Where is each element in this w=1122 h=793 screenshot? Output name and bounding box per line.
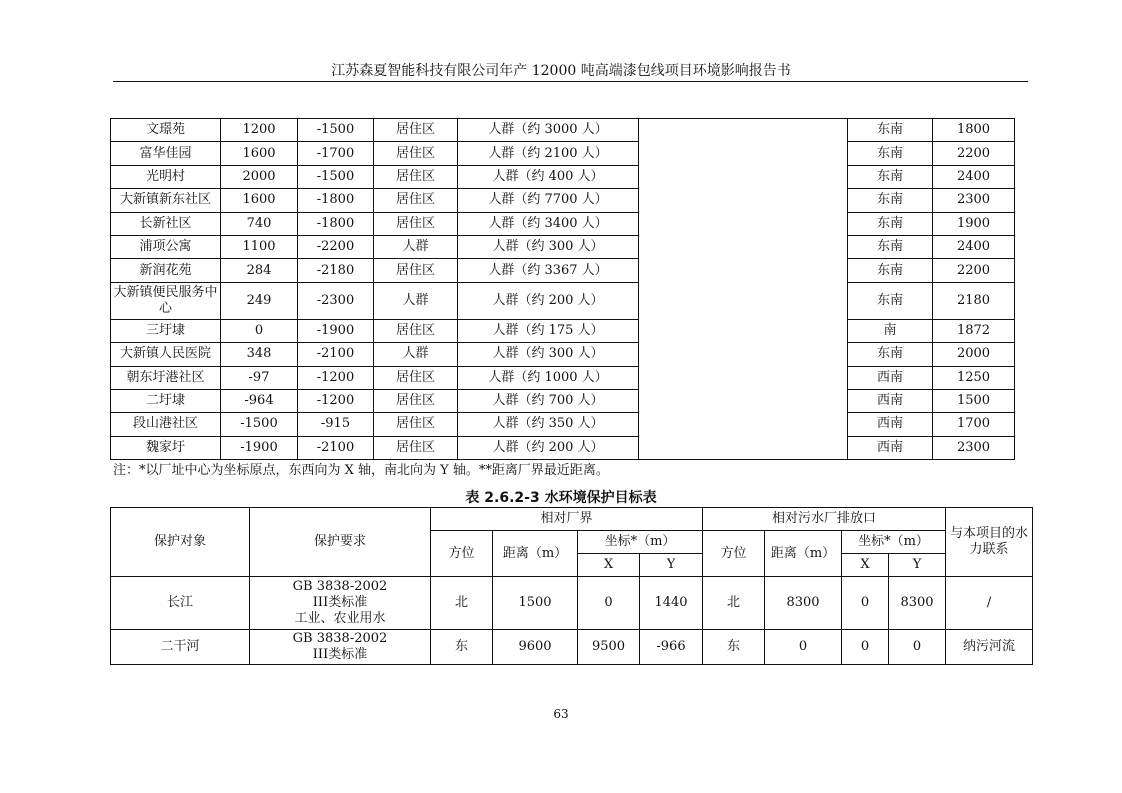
table-row [111,319,1015,342]
cell-name: 段山港社区 [111,413,221,436]
requirement-standard: GB 3838-2002 [292,579,388,594]
cell-population: 人群（约 2100 人） [458,142,639,165]
cell-x: 1200 [221,119,298,142]
cell-type: 居住区 [374,119,458,142]
cell-distance: 9600 [493,630,578,665]
cell-type: 居住区 [374,189,458,212]
cell-x: 0 [842,630,889,665]
cell-x: 1600 [221,189,298,212]
cell-population: 人群（约 7700 人） [458,189,639,212]
cell-x: 1100 [221,235,298,258]
header-coordinate: 坐标*（m） [842,531,946,554]
cell-y: 1440 [640,577,703,630]
cell-x: 0 [842,577,889,630]
water-protection-table [110,507,1033,665]
table-row [111,413,1015,436]
cell-y: -1500 [298,119,374,142]
cell-population: 人群（约 200 人） [458,436,639,459]
cell-distance: 1500 [493,577,578,630]
cell-y: 8300 [889,577,946,630]
header-coordinate: 坐标*（m） [578,531,703,554]
cell-object: 二干河 [111,630,250,665]
cell-x: 2000 [221,165,298,188]
cell-y: -2180 [298,259,374,282]
header-y: Y [640,554,703,577]
cell-name: 新润花苑 [111,259,221,282]
cell-type: 居住区 [374,212,458,235]
cell-name: 朝东圩港社区 [111,366,221,389]
cell-x: 9500 [578,630,640,665]
table-row [111,630,1033,665]
merged-empty-cell [639,119,848,460]
cell-name: 魏家圩 [111,436,221,459]
cell-distance: 8300 [765,577,842,630]
cell-direction: 东南 [848,282,933,319]
document-header-title: 江苏森夏智能科技有限公司年产 12000 吨高端漆包线项目环境影响报告书 [331,63,791,79]
cell-distance: 1700 [933,413,1015,436]
table-row [111,343,1015,366]
cell-type: 居住区 [374,319,458,342]
cell-y: -2300 [298,282,374,319]
cell-direction: 西南 [848,366,933,389]
header-object: 保护对象 [111,508,250,577]
header-relative-boundary: 相对厂界 [431,508,703,531]
cell-direction: 北 [703,577,765,630]
cell-population: 人群（约 200 人） [458,282,639,319]
header-y: Y [889,554,946,577]
cell-direction: 南 [848,319,933,342]
header-relative-outlet: 相对污水厂排放口 [703,508,946,531]
table-row [111,282,1015,319]
cell-population: 人群（约 3400 人） [458,212,639,235]
cell-distance: 1500 [933,389,1015,412]
cell-y: -966 [640,630,703,665]
sensitive-targets-table [110,118,1015,460]
cell-distance: 2180 [933,282,1015,319]
table-row [111,165,1015,188]
cell-type: 居住区 [374,259,458,282]
cell-x: 0 [221,319,298,342]
table-row [111,259,1015,282]
header-direction: 方位 [431,531,493,577]
cell-distance: 1800 [933,119,1015,142]
cell-population: 人群（约 400 人） [458,165,639,188]
cell-x: -964 [221,389,298,412]
cell-direction: 北 [431,577,493,630]
cell-distance: 2400 [933,165,1015,188]
cell-distance: 1900 [933,212,1015,235]
cell-type: 人群 [374,235,458,258]
cell-population: 人群（约 1000 人） [458,366,639,389]
cell-x: 348 [221,343,298,366]
header-divider [113,81,1028,82]
cell-direction: 东南 [848,165,933,188]
cell-type: 居住区 [374,142,458,165]
cell-population: 人群（约 175 人） [458,319,639,342]
cell-direction: 东 [703,630,765,665]
cell-population: 人群（约 700 人） [458,389,639,412]
header-hydraulic-relation: 与本项目的水力联系 [946,508,1033,577]
cell-type: 人群 [374,343,458,366]
cell-name: 光明村 [111,165,221,188]
cell-type: 居住区 [374,366,458,389]
header-distance: 距离（m） [493,531,578,577]
cell-distance: 2200 [933,142,1015,165]
table-row [111,212,1015,235]
table-row [111,436,1015,459]
cell-distance: 2200 [933,259,1015,282]
header-direction: 方位 [703,531,765,577]
cell-y: -1200 [298,389,374,412]
cell-name: 浦项公寓 [111,235,221,258]
cell-relation: / [946,577,1033,630]
cell-direction: 西南 [848,436,933,459]
cell-direction: 东 [431,630,493,665]
cell-population: 人群（约 3000 人） [458,119,639,142]
cell-direction: 东南 [848,343,933,366]
cell-direction: 东南 [848,259,933,282]
cell-population: 人群（约 300 人） [458,343,639,366]
requirement-class: III类标准 [312,595,368,610]
cell-y: -1200 [298,366,374,389]
cell-direction: 东南 [848,235,933,258]
cell-name: 文璟苑 [111,119,221,142]
cell-direction: 西南 [848,389,933,412]
cell-name: 富华佳园 [111,142,221,165]
requirement-class: III类标准 [312,647,368,662]
cell-name: 三圩埭 [111,319,221,342]
cell-object: 长江 [111,577,250,630]
cell-distance: 1250 [933,366,1015,389]
header-x: X [842,554,889,577]
cell-y: -1900 [298,319,374,342]
cell-x: 284 [221,259,298,282]
cell-direction: 西南 [848,413,933,436]
cell-name: 长新社区 [111,212,221,235]
table-row [111,119,1015,142]
cell-x: 740 [221,212,298,235]
cell-y: -2100 [298,436,374,459]
cell-direction: 东南 [848,142,933,165]
cell-distance: 0 [765,630,842,665]
cell-population: 人群（约 350 人） [458,413,639,436]
cell-x: -97 [221,366,298,389]
cell-x: -1500 [221,413,298,436]
cell-direction: 东南 [848,189,933,212]
cell-y: 0 [889,630,946,665]
table-row [111,366,1015,389]
cell-relation: 纳污河流 [946,630,1033,665]
cell-x: 1600 [221,142,298,165]
cell-x: 0 [578,577,640,630]
table-row [111,142,1015,165]
cell-distance: 1872 [933,319,1015,342]
cell-name: 二圩埭 [111,389,221,412]
table-caption: 表 2.6.2-3 水环境保护目标表 [465,490,657,506]
cell-distance: 2300 [933,189,1015,212]
cell-type: 人群 [374,282,458,319]
cell-requirement [250,630,431,665]
cell-y: -1700 [298,142,374,165]
header-distance: 距离（m） [765,531,842,577]
cell-y: -2100 [298,343,374,366]
cell-type: 居住区 [374,436,458,459]
header-x: X [578,554,640,577]
table-row [111,389,1015,412]
cell-type: 居住区 [374,413,458,436]
requirement-use: 工业、农业用水 [294,611,386,626]
table-row [111,577,1033,630]
cell-y: -1500 [298,165,374,188]
cell-type: 居住区 [374,165,458,188]
cell-distance: 2400 [933,235,1015,258]
cell-x: 249 [221,282,298,319]
cell-distance: 2300 [933,436,1015,459]
cell-distance: 2000 [933,343,1015,366]
page-number: 63 [553,707,569,721]
cell-y: -1800 [298,189,374,212]
cell-population: 人群（约 300 人） [458,235,639,258]
cell-y: -915 [298,413,374,436]
cell-direction: 东南 [848,212,933,235]
table-row [111,189,1015,212]
header-requirement: 保护要求 [250,508,431,577]
cell-name: 大新镇新东社区 [111,189,221,212]
table-row [111,235,1015,258]
cell-requirement [250,577,431,630]
table-footnote: 注：*以厂址中心为坐标原点，东西向为 X 轴，南北向为 Y 轴。**距离厂界最近距离。 [113,463,609,478]
cell-y: -1800 [298,212,374,235]
header-row [111,508,1033,531]
cell-x: -1900 [221,436,298,459]
requirement-standard: GB 3838-2002 [292,631,388,646]
cell-population: 人群（约 3367 人） [458,259,639,282]
cell-name: 大新镇便民服务中心 [111,282,221,319]
cell-y: -2200 [298,235,374,258]
cell-name: 大新镇人民医院 [111,343,221,366]
cell-type: 居住区 [374,389,458,412]
cell-direction: 东南 [848,119,933,142]
